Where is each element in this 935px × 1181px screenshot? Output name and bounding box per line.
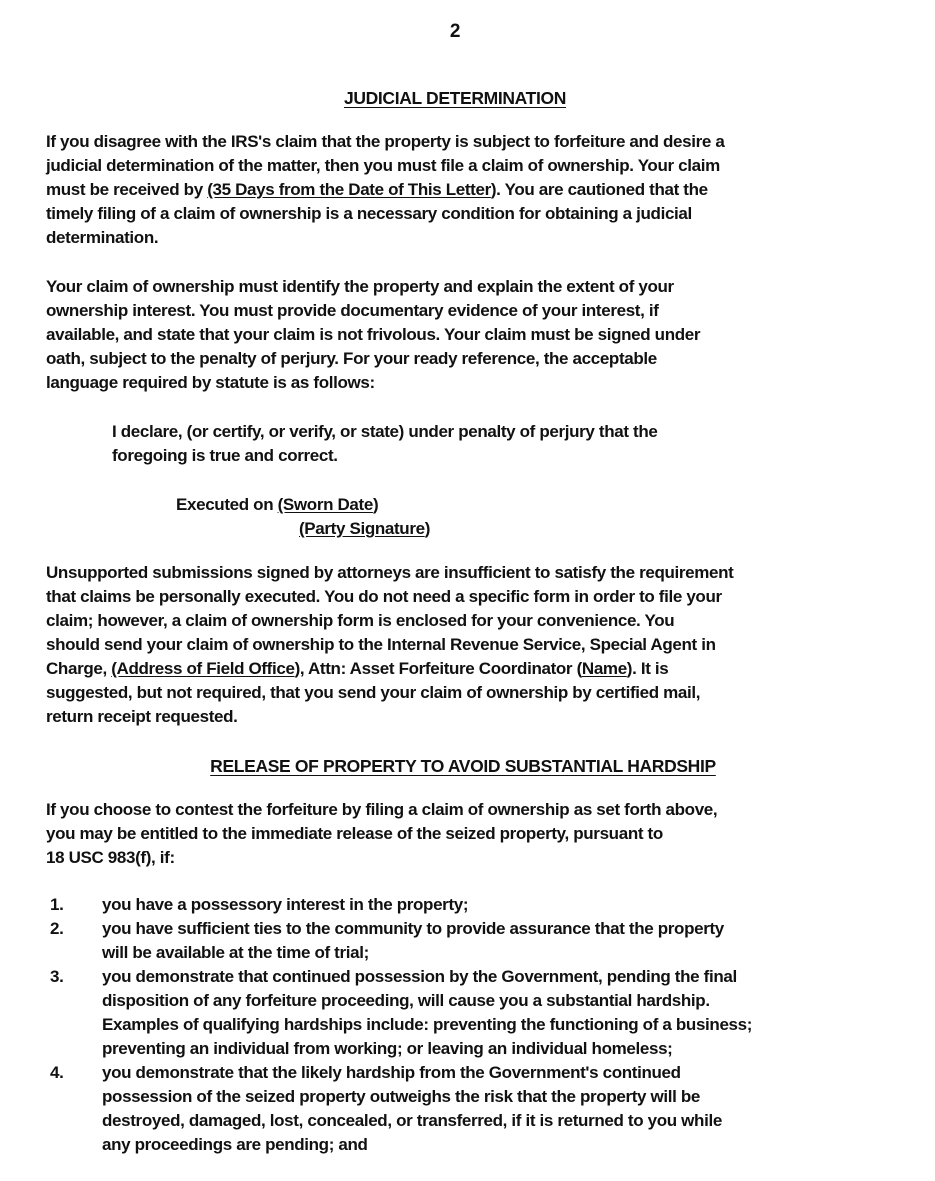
list-item-number: 1.	[50, 895, 64, 914]
page-number: 2	[449, 21, 461, 42]
text-line	[46, 371, 880, 395]
text-line	[176, 493, 880, 517]
text-line	[46, 130, 880, 154]
section-heading: JUDICIAL DETERMINATION	[343, 88, 567, 108]
text-line: you demonstrate that continued possession by the Government, pending the final	[102, 967, 737, 986]
text-segment: return receipt requested.	[46, 707, 238, 726]
placeholder-field: (Address of Field Office	[111, 659, 295, 678]
text-segment: Unsupported submissions signed by attorneys are insufficient to satisfy the requirement	[46, 563, 734, 582]
text-segment: ). It is	[626, 659, 669, 678]
list-item-text	[102, 917, 724, 965]
requirements-list	[46, 893, 880, 1157]
paragraph	[46, 798, 880, 870]
placeholder-field: (Party Signature	[299, 519, 425, 538]
list-item-number: 2.	[50, 919, 64, 938]
text-line	[112, 420, 880, 444]
text-segment: If you disagree with the IRS's claim that the property is subject to forfeiture and desire a	[46, 132, 725, 151]
text-line: Examples of qualifying hardships include: preventing the functioning of a business;	[102, 1015, 753, 1034]
text-segment: ), Attn: Asset Forfeiture Coordinator (	[294, 659, 582, 678]
text-line	[299, 517, 880, 541]
text-segment: )	[424, 519, 431, 538]
text-line	[46, 202, 880, 226]
declaration-quote	[112, 420, 880, 468]
list-item-number: 3.	[50, 967, 64, 986]
text-line	[46, 609, 880, 633]
text-line	[46, 798, 880, 822]
text-line: any proceedings are pending; and	[102, 1135, 368, 1154]
text-line	[112, 444, 880, 468]
text-line	[46, 347, 880, 371]
list-item-number: 4.	[50, 1063, 64, 1082]
text-line	[46, 275, 880, 299]
text-line: destroyed, damaged, lost, concealed, or transferred, if it is returned to you while	[102, 1111, 722, 1130]
text-segment: 18 USC 983(f), if:	[46, 848, 175, 867]
list-item-text	[102, 893, 468, 917]
text-segment: If you choose to contest the forfeiture by filing a claim of ownership as set forth above,	[46, 800, 718, 819]
text-segment: oath, subject to the penalty of perjury. For your ready reference, the acceptable	[46, 349, 657, 368]
text-segment: judicial determination of the matter, then you must file a claim of ownership. Your claim	[46, 156, 720, 175]
text-segment: available, and state that your claim is not frivolous. Your claim must be signed under	[46, 325, 701, 344]
text-segment: ownership interest. You must provide documentary evidence of your interest, if	[46, 301, 659, 320]
text-line	[46, 705, 880, 729]
text-segment: I declare, (or certify, or verify, or state) under penalty of perjury that the	[112, 422, 658, 441]
text-segment: that claims be personally executed. You do not need a specific form in order to file your	[46, 587, 722, 606]
text-segment: timely filing of a claim of ownership is a necessary condition for obtaining a judicial	[46, 204, 692, 223]
text-segment: Charge,	[46, 659, 112, 678]
text-line	[46, 681, 880, 705]
list-item-text	[102, 965, 752, 1061]
text-segment: Your claim of ownership must identify the property and explain the extent of your	[46, 277, 674, 296]
execution-block	[176, 493, 880, 541]
text-line	[46, 585, 880, 609]
text-segment: you may be entitled to the immediate release of the seized property, pursuant to	[46, 824, 663, 843]
text-line	[46, 299, 880, 323]
text-line: will be available at the time of trial;	[102, 943, 369, 962]
text-segment: foregoing is true and correct.	[112, 446, 338, 465]
text-line	[46, 633, 880, 657]
text-segment: determination.	[46, 228, 159, 247]
text-segment: claim; however, a claim of ownership form is enclosed for your convenience. You	[46, 611, 675, 630]
list-item	[46, 917, 880, 965]
text-line: preventing an individual from working; or leaving an individual homeless;	[102, 1039, 673, 1058]
placeholder-field: (Sworn Date	[277, 495, 373, 514]
text-line: you have sufficient ties to the community to provide assurance that the property	[102, 919, 724, 938]
text-segment: )	[372, 495, 379, 514]
text-line	[46, 846, 880, 870]
list-item-text	[102, 1061, 722, 1157]
text-line	[46, 657, 880, 681]
list-item	[46, 1061, 880, 1157]
text-line	[46, 323, 880, 347]
text-line: disposition of any forfeiture proceeding, will cause you a substantial hardship.	[102, 991, 710, 1010]
text-segment: language required by statute is as follows:	[46, 373, 375, 392]
text-segment: should send your claim of ownership to the Internal Revenue Service, Special Agent in	[46, 635, 716, 654]
document-body	[46, 86, 880, 1157]
text-segment: must be received by	[46, 180, 208, 199]
list-item	[46, 893, 880, 917]
text-line	[46, 561, 880, 585]
placeholder-field: Name	[581, 659, 627, 678]
paragraph	[46, 130, 880, 250]
paragraph	[46, 275, 880, 395]
text-line: possession of the seized property outweighs the risk that the property will be	[102, 1087, 701, 1106]
list-item	[46, 965, 880, 1061]
text-line: you have a possessory interest in the property;	[102, 895, 469, 914]
text-segment: ). You are cautioned that the	[490, 180, 708, 199]
section-heading: RELEASE OF PROPERTY TO AVOID SUBSTANTIAL HARDSHIP	[210, 756, 716, 776]
text-line: you demonstrate that the likely hardship from the Government's continued	[102, 1063, 681, 1082]
placeholder-field: (35 Days from the Date of This Letter	[207, 180, 491, 199]
text-line	[46, 822, 880, 846]
text-segment: suggested, but not required, that you send your claim of ownership by certified mail,	[46, 683, 701, 702]
text-segment: Executed on	[176, 495, 278, 514]
document-page	[46, 20, 880, 1157]
text-line	[46, 226, 880, 250]
paragraph	[46, 561, 880, 729]
text-line	[46, 154, 880, 178]
text-line	[46, 178, 880, 202]
